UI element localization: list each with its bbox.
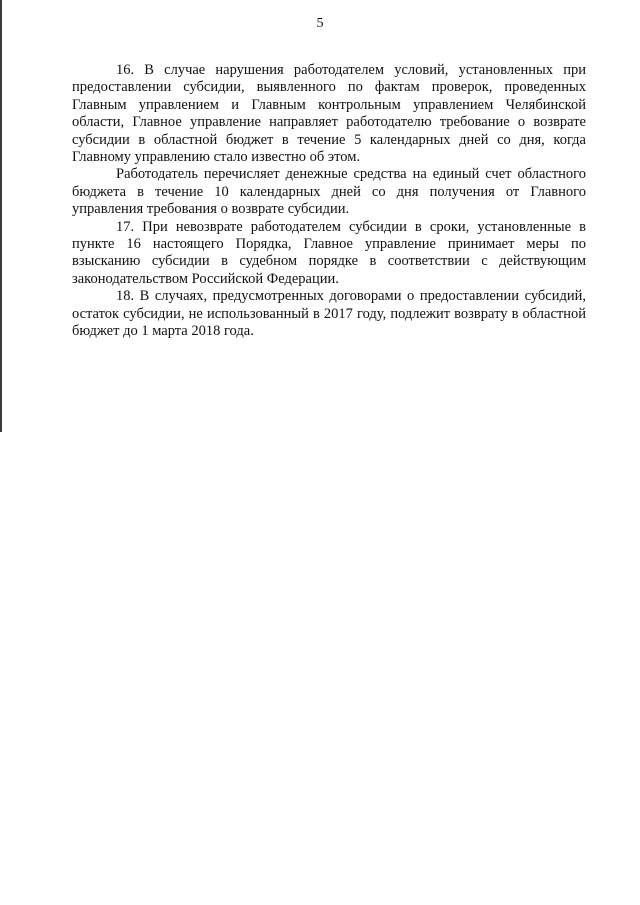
paragraph-18: 18. В случаях, предусмотренных договорами о предоставлении субсидий, остаток субсидии, не использованный в 2017 году, подлежит возврату в областной бюджет до 1 марта 2018 года. bbox=[72, 288, 586, 340]
paragraph-16: 16. В случае нарушения работодателем условий, установленных при предоставлении субсидии, выявленного по фактам проверок, проведенных Главным управлением и Главным контрольным управлением Челябинской области, Главное управление направляет работодателю требование о возврате субсидии в областной бюджет в течение 5 календарных дней со дня, когда Главному управлению стало известно об этом. bbox=[72, 62, 586, 166]
paragraph-17: 17. При невозврате работодателем субсидии в сроки, установленные в пункте 16 настоящего Порядка, Главное управление принимает меры по взысканию субсидии в судебном порядке в соответствии с действующим законодательством Российской Федерации. bbox=[72, 218, 586, 287]
document-body bbox=[72, 62, 586, 341]
scan-edge-line bbox=[0, 0, 2, 432]
page-number: 5 bbox=[316, 16, 324, 31]
paragraph-employer-transfer: Работодатель перечисляет денежные средства на единый счет областного бюджета в течение 10 календарных дней со дня получения от Главного управления требования о возврате субсидии. bbox=[72, 166, 586, 218]
